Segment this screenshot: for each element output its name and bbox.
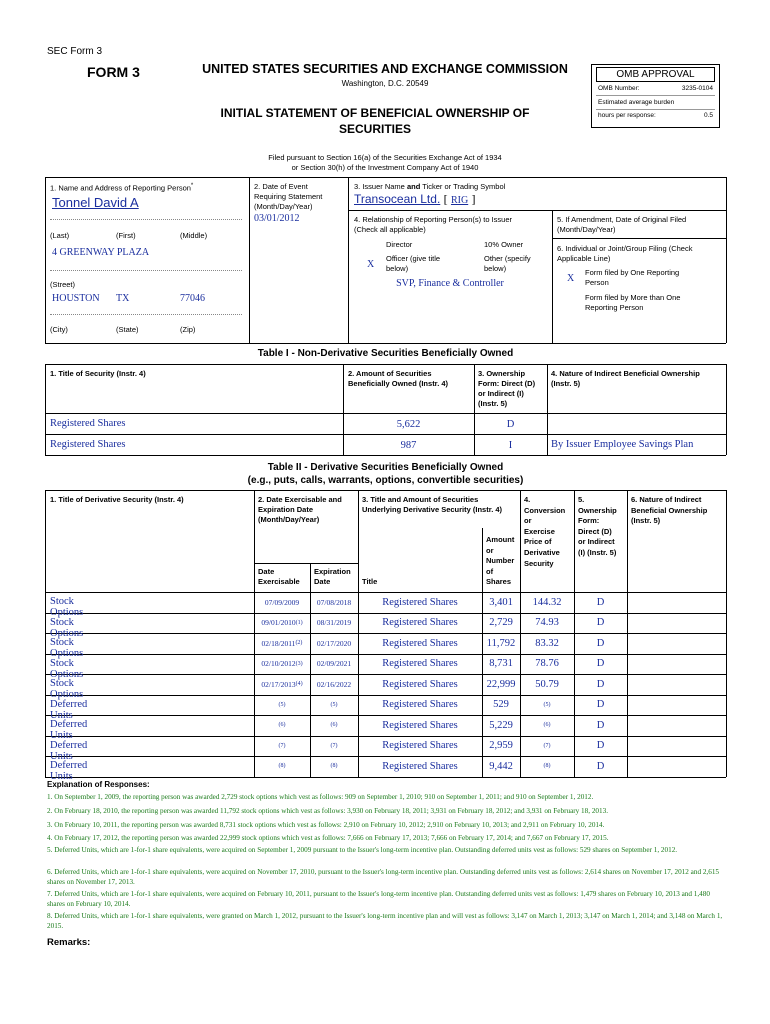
- filed-pursuant-line1: Filed pursuant to Section 16(a) of the Securities Exchange Act of 1934: [268, 153, 502, 162]
- state-label: (State): [116, 325, 139, 334]
- officer-title-value: SVP, Finance & Controller: [396, 278, 504, 289]
- commission-location: Washington, D.C. 20549: [341, 79, 429, 88]
- t1-security-title: Registered Shares: [50, 418, 126, 429]
- t1-amount: 5,622: [396, 418, 421, 430]
- t2-security-title: Stock Options: [50, 637, 84, 659]
- t2-date-exercisable-footnote: (6): [278, 722, 286, 729]
- t2-amount: 529: [493, 699, 509, 711]
- t2-price-footnote: (5): [543, 701, 551, 708]
- state-value: TX: [116, 293, 130, 304]
- t2-underlying-title: Registered Shares: [382, 637, 458, 649]
- box4-label: 4. Relationship of Reporting Person(s) to Issuer (Check all applicable): [354, 215, 512, 234]
- t2-expiration-date: [310, 613, 358, 634]
- officer-label: Officer (give title below): [386, 254, 441, 273]
- more-reporting-person-label: Form filed by More than One Reporting Person: [585, 293, 681, 312]
- t1-amount: 987: [400, 439, 417, 451]
- t2-expiration-date: [310, 592, 358, 613]
- t2-underlying-title: Registered Shares: [382, 658, 458, 670]
- t2-underlying-title: Registered Shares: [382, 719, 458, 731]
- t2-price-value: 50.79: [535, 678, 559, 690]
- issuer-name-link[interactable]: Transocean Ltd.: [354, 192, 441, 206]
- t2-price: [520, 756, 574, 777]
- t2-col6-header: 6. Nature of Indirect Beneficial Ownership (Instr. 5): [631, 495, 708, 526]
- commission-name: UNITED STATES SECURITIES AND EXCHANGE COMMISSION: [202, 62, 568, 76]
- omb-approval-title: OMB APPROVAL: [596, 67, 715, 82]
- box2-label: 2. Date of Event Requiring Statement (Month/Day/Year): [254, 182, 323, 211]
- t2-expiration-date: [310, 674, 358, 695]
- ticker-link[interactable]: RIG: [450, 195, 469, 206]
- t2-expiration-date: [310, 756, 358, 777]
- t2-price: [520, 633, 574, 654]
- t1-col1-header: 1. Title of Security (Instr. 4): [50, 369, 146, 378]
- one-reporting-person-mark[interactable]: X: [567, 273, 575, 284]
- t2-date-exercisable: [254, 592, 310, 613]
- t2-expiration-footnote: (5): [330, 701, 338, 708]
- table2-title: Table II - Derivative Securities Beneficially Owned (e.g., puts, calls, warrants, options, convertible securities): [247, 462, 524, 486]
- statement-title-line1: INITIAL STATEMENT OF BENEFICIAL OWNERSHIP OF: [220, 106, 530, 120]
- t2-expiration-date: [310, 654, 358, 675]
- t2-date-exercisable-value: 02/17/2013: [261, 679, 296, 689]
- director-label: Director: [386, 240, 413, 249]
- t2-date-exercisable: [254, 613, 310, 634]
- t2-date-exercisable-footnote: (1): [295, 619, 303, 626]
- t2-price: [520, 715, 574, 736]
- box6-label: 6. Individual or Joint/Group Filing (Check Applicable Line): [557, 244, 693, 263]
- t2-title-header: Title: [362, 577, 378, 586]
- footnote-2: 2. On February 18, 2010, the reporting person was awarded 11,792 stock options which vest as follows: 3,930 on February 18, 2011; 3,931 on February 18, 2012; and 3,931 on February 18, 2013.: [47, 807, 609, 815]
- t1-nature-of-ownership: By Issuer Employee Savings Plan: [551, 439, 694, 450]
- t2-col3-header: 3. Title and Amount of Securities Underlying Derivative Security (Instr. 4): [362, 495, 503, 514]
- first-label: (First): [116, 231, 136, 240]
- t2-col5-header: 5. Ownership Form: Direct (D) or Indirect (I) (Instr. 5): [578, 495, 617, 557]
- t2-ownership-form: D: [596, 658, 605, 670]
- one-reporting-person-label: Form filed by One Reporting Person: [585, 268, 680, 287]
- footnote-5: 5. Deferred Units, which are 1-for-1 share equivalents, were acquired on September 1, 2009 pursuant to the Issuer's long-term incentive plan. Outstanding deferred units vest as follows: 529 shares on September 1, 2012.: [47, 846, 678, 854]
- footnote-1: 1. On September 1, 2009, the reporting person was awarded 2,729 stock options which vest as follows: 909 on September 1, 2010; 910 on September 1, 2011; and 910 on September 1, 2012.: [47, 793, 594, 801]
- t2-security-title: Stock Options: [50, 616, 84, 639]
- omb-approval-box: [591, 64, 720, 128]
- table1-title: Table I - Non-Derivative Securities Beneficially Owned: [257, 348, 514, 359]
- t2-date-exercisable: [254, 674, 310, 695]
- t2-security-title: Deferred Units: [50, 739, 88, 762]
- t2-date-exercisable-header: Date Exercisable: [258, 567, 300, 586]
- t2-amount: 2,959: [489, 740, 513, 752]
- t2-underlying-title: Registered Shares: [382, 617, 458, 629]
- omb-number-label: OMB Number:: [598, 85, 640, 92]
- city-label: (City): [50, 325, 68, 334]
- t2-ownership-form: D: [596, 719, 605, 731]
- t2-date-exercisable-footnote: (4): [295, 681, 303, 688]
- t2-date-exercisable: [254, 736, 310, 757]
- t2-underlying-title: Registered Shares: [382, 699, 458, 711]
- t2-price-value: 144.32: [532, 596, 562, 608]
- t2-expiration-value: 07/08/2018: [316, 597, 352, 607]
- t2-price: [520, 736, 574, 757]
- t2-date-exercisable-value: 07/09/2009: [264, 597, 300, 607]
- t1-col4-header: 4. Nature of Indirect Beneficial Ownership (Instr. 5): [551, 369, 700, 388]
- t1-col3-header: 3. Ownership Form: Direct (D) or Indirect (I) (Instr. 5): [478, 369, 536, 408]
- t2-price-value: 83.32: [535, 637, 559, 649]
- t2-ownership-form: D: [596, 617, 605, 629]
- t2-underlying-title: Registered Shares: [382, 760, 458, 772]
- omb-number-value: 3235-0104: [681, 85, 713, 92]
- omb-burden-label: Estimated average burden: [598, 99, 675, 106]
- t2-date-exercisable: [254, 633, 310, 654]
- sec-form-label: SEC Form 3: [47, 46, 103, 57]
- t2-date-exercisable-footnote: (5): [278, 701, 286, 708]
- t2-expiration-value: 02/17/2020: [316, 638, 352, 648]
- t2-expiration-value: 02/16/2022: [316, 679, 352, 689]
- remarks-label: Remarks:: [47, 937, 91, 948]
- t2-security-title: Stock Options: [50, 657, 84, 680]
- footnote-6: 6. Deferred Units, which are 1-for-1 share equivalents, were acquired on November 17, 2010, pursuant to the Issuer's long-term incentive plan. Outstanding deferred units vest as follows: 2,614 shares on November 17, 2012 and 2,615 shares on November 17, 2013.: [47, 868, 720, 886]
- street-value: 4 GREENWAY PLAZA: [52, 247, 150, 258]
- t2-expiration-footnote: (7): [330, 742, 338, 749]
- t2-expiration-footnote: (6): [330, 722, 338, 729]
- t2-amount: 11,792: [486, 637, 516, 649]
- t2-expiration-date: [310, 736, 358, 757]
- t2-price: [520, 592, 574, 613]
- t2-col1-header: 1. Title of Derivative Security (Instr. 4): [50, 495, 184, 504]
- issuer-line: Transocean Ltd. [ RIG ]: [354, 192, 476, 206]
- t2-price: [520, 613, 574, 634]
- t2-expiration-date: [310, 695, 358, 716]
- t2-security-title: Deferred Units: [50, 698, 88, 721]
- t2-amount-header: Amount or Number of Shares: [486, 535, 515, 587]
- footnote-3: 3. On February 10, 2011, the reporting person was awarded 8,731 stock options which vest as follows: 2,910 on February 10, 2012; 2,910 on February 10, 2013; and 2,911 on February 10, 2014.: [47, 821, 605, 829]
- t2-amount: 9,442: [489, 760, 513, 772]
- box5-label: 5. If Amendment, Date of Original Filed (Month/Day/Year): [557, 215, 687, 234]
- t2-date-exercisable-footnote: (7): [278, 742, 286, 749]
- t2-expiration-value: 08/31/2019: [316, 618, 352, 628]
- t2-price: [520, 695, 574, 716]
- omb-hours-label: hours per response:: [598, 112, 656, 119]
- t2-underlying-title: Registered Shares: [382, 596, 458, 608]
- middle-label: (Middle): [180, 231, 208, 240]
- t2-amount: 22,999: [486, 678, 516, 690]
- zip-label: (Zip): [180, 325, 196, 334]
- street-label: (Street): [50, 280, 76, 289]
- omb-hours-value: 0.5: [703, 112, 713, 119]
- t2-price-value: 74.93: [535, 617, 559, 629]
- t2-col4-header: 4. Conversion or Exercise Price of Derivative Security: [524, 495, 566, 568]
- filed-pursuant-line2: or Section 30(h) of the Investment Company Act of 1940: [291, 163, 479, 172]
- form-title: FORM 3: [87, 64, 140, 80]
- t2-date-exercisable: [254, 654, 310, 675]
- t2-ownership-form: D: [596, 760, 605, 772]
- t2-price-footnote: (8): [543, 763, 551, 770]
- footnote-4: 4. On February 17, 2012, the reporting person was awarded 22,999 stock options which vest as follows: 7,666 on February 17, 2013; 7,666 on February 17, 2014; and 7,667 on February 17, 2015.: [47, 834, 609, 842]
- t2-underlying-title: Registered Shares: [382, 678, 458, 690]
- t2-date-exercisable-footnote: (2): [295, 640, 303, 647]
- t2-date-exercisable-value: 02/18/2011: [261, 638, 296, 648]
- ten-percent-owner-label: 10% Owner: [484, 240, 524, 249]
- t2-col2-header: 2. Date Exercisable and Expiration Date (Month/Day/Year): [258, 495, 342, 524]
- t2-expiration-date: [310, 715, 358, 736]
- t2-price-footnote: (7): [543, 742, 551, 749]
- t2-security-title: Stock Options: [50, 596, 84, 618]
- t2-date-exercisable-footnote: (8): [278, 763, 286, 770]
- footnote-7: 7. Deferred Units, which are 1-for-1 share equivalents, were acquired on February 10, 2011, pursuant to the Issuer's long-term incentive plan. Outstanding deferred units vest as follows: 1,479 shares on February 10, 2013 and 1,480 shares on February 10, 2014.: [47, 890, 710, 908]
- t2-price: [520, 674, 574, 695]
- t2-price-footnote: (6): [543, 722, 551, 729]
- t2-expiration-value: 02/09/2021: [316, 659, 352, 669]
- t1-ownership-form: I: [508, 439, 513, 451]
- t2-amount: 3,401: [489, 596, 513, 608]
- statement-title-line2: SECURITIES: [338, 122, 411, 136]
- reporting-person-name-link[interactable]: Tonnel David A: [52, 195, 139, 210]
- city-value: HOUSTON: [52, 293, 100, 304]
- t2-security-title: Stock Options: [50, 678, 84, 700]
- t2-date-exercisable-value: 09/01/2010: [261, 618, 296, 628]
- t2-amount: 5,229: [489, 719, 513, 731]
- explanation-heading: Explanation of Responses:: [47, 780, 150, 789]
- t2-ownership-form: D: [596, 699, 605, 711]
- t2-ownership-form: D: [596, 678, 605, 690]
- t2-date-exercisable: [254, 715, 310, 736]
- box1-label: 1. Name and Address of Reporting Person*: [50, 183, 194, 193]
- zip-value: 77046: [180, 293, 205, 304]
- t2-expiration-date: [310, 633, 358, 654]
- t2-price: [520, 654, 574, 675]
- box3-label: 3. Issuer Name and Ticker or Trading Symbol: [354, 182, 506, 191]
- t2-date-exercisable-value: 02/10/2012: [261, 659, 296, 669]
- t2-date-exercisable-footnote: (3): [295, 660, 303, 667]
- t2-ownership-form: D: [596, 637, 605, 649]
- t2-underlying-title: Registered Shares: [382, 740, 458, 752]
- t2-security-title: Deferred Units: [50, 719, 88, 741]
- other-label: Other (specify below): [484, 254, 531, 273]
- t2-expiration-footnote: (8): [330, 763, 338, 770]
- t2-price-value: 78.76: [535, 658, 559, 670]
- footnote-8: 8. Deferred Units, which are 1-for-1 share equivalents, were granted on March 1, 2012, pursuant to the Issuer's long-term incentive plan and will vest as follows: 3,147 on March 1, 2013; 3,147 on March 1, 2014; and 3,148 on March 1, 2015.: [47, 912, 723, 930]
- t2-amount: 8,731: [489, 658, 513, 670]
- t2-ownership-form: D: [596, 740, 605, 752]
- t2-security-title: Deferred Units: [50, 760, 88, 782]
- officer-checkbox-mark[interactable]: X: [367, 259, 375, 270]
- t2-amount: 2,729: [489, 617, 513, 629]
- event-date-value: 03/01/2012: [254, 213, 300, 224]
- t2-date-exercisable: [254, 756, 310, 777]
- t1-col2-header: 2. Amount of Securities Beneficially Owned (Instr. 4): [348, 369, 449, 388]
- last-label: (Last): [50, 231, 70, 240]
- t1-security-title: Registered Shares: [50, 439, 126, 450]
- t2-ownership-form: D: [596, 596, 605, 608]
- t1-ownership-form: D: [506, 418, 515, 430]
- t2-expiration-header: Expiration Date: [314, 567, 351, 586]
- t2-date-exercisable: [254, 695, 310, 716]
